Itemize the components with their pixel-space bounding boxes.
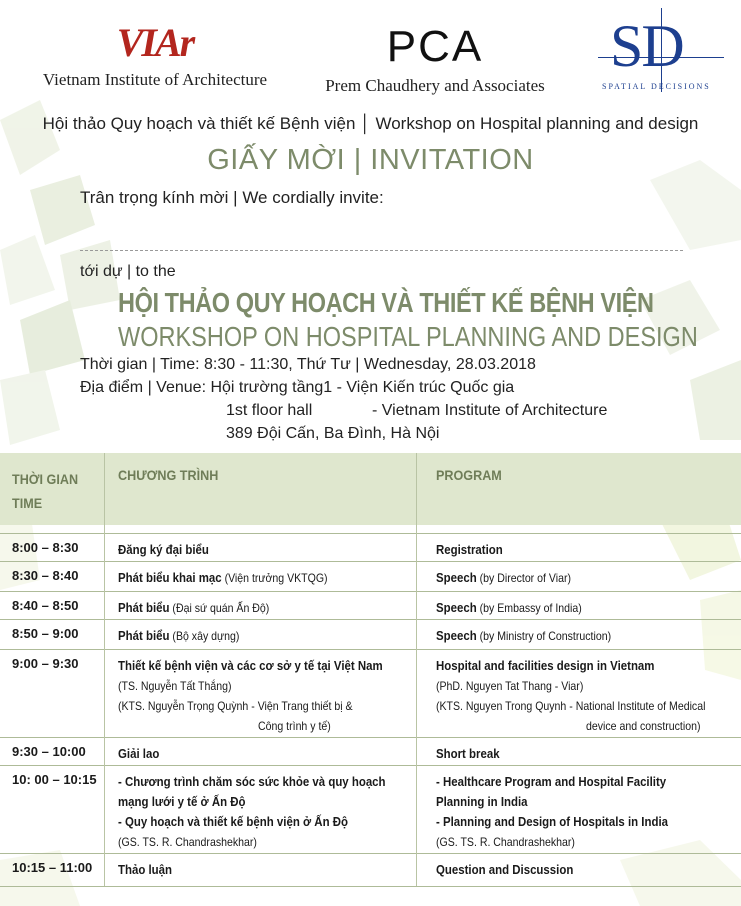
viar-logo xyxy=(20,20,290,90)
row-vi-line: (KTS. Nguyễn Trọng Quỳnh - Viện Trang thiết bị & xyxy=(118,699,353,713)
sd-logo-name: SPATIAL DECISIONS xyxy=(602,82,711,91)
row-vi xyxy=(118,772,410,852)
row-en-bold: Speech xyxy=(436,570,477,585)
row-vi-line: (GS. TS. R. Chandrashekhar) xyxy=(118,835,257,849)
row-vi xyxy=(118,626,410,646)
program-table xyxy=(0,453,741,877)
row-en-bold: Speech xyxy=(436,628,477,643)
pca-logo-name: Prem Chaudhery and Associates xyxy=(325,76,545,95)
program-header xyxy=(0,453,741,525)
sd-logo xyxy=(598,8,724,92)
row-time: 8:00 – 8:30 xyxy=(12,540,79,555)
venue-line: Địa điểm | Venue: Hội trường tầng1 - Viện Kiến trúc Quốc gia xyxy=(80,379,515,396)
venue-line-2b: - Vietnam Institute of Architecture xyxy=(372,402,608,419)
address-line: 389 Đội Cấn, Ba Đình, Hà Nội xyxy=(226,425,440,442)
row-vi-bold: Đăng ký đại biểu xyxy=(118,542,209,557)
row-time: 10: 00 – 10:15 xyxy=(12,772,97,787)
row-en xyxy=(436,598,736,618)
row-vi-bold: Thảo luận xyxy=(118,862,173,877)
event-title-vi: HỘI THẢO QUY HOẠCH VÀ THIẾT KẾ BỆNH VIỆN xyxy=(118,287,654,318)
venue-line-2a: 1st floor hall xyxy=(226,402,313,419)
header-program-vi: CHƯƠNG TRÌNH xyxy=(118,467,219,483)
table-row xyxy=(0,765,741,854)
row-vi-bold: Phát biểu xyxy=(118,628,170,643)
row-vi-bold: Thiết kế bệnh viện và các cơ sở y tế tại Việt Nam xyxy=(118,658,383,673)
header-time xyxy=(12,467,93,515)
row-en-note: (by Embassy of India) xyxy=(476,601,582,615)
row-en-bold: Speech xyxy=(436,600,477,615)
row-vi-note: (Đại sứ quán Ấn Độ) xyxy=(169,601,270,615)
viar-logo-name: Vietnam Institute of Architecture xyxy=(42,70,268,89)
row-time: 8:50 – 9:00 xyxy=(12,626,79,641)
row-vi-line: mạng lưới y tế ở Ấn Độ xyxy=(118,794,246,809)
row-en-note: (by Director of Viar) xyxy=(476,571,571,585)
row-en-line: - Healthcare Program and Hospital Facility xyxy=(436,774,667,789)
row-time: 8:40 – 8:50 xyxy=(12,598,79,613)
row-en-line: (GS. TS. R. Chandrashekhar) xyxy=(436,835,575,849)
row-en-line: (PhD. Nguyen Tat Thang - Viar) xyxy=(436,679,584,693)
row-en xyxy=(436,772,736,852)
row-en-bold: Question and Discussion xyxy=(436,862,574,877)
row-time: 9:30 – 10:00 xyxy=(12,744,86,759)
row-en xyxy=(436,860,736,880)
table-row xyxy=(0,619,741,650)
time-line: Thời gian | Time: 8:30 - 11:30, Thứ Tư | Wednesday, 28.03.2018 xyxy=(80,356,536,373)
workshop-subtitle: Hội thảo Quy hoạch và thiết kế Bệnh viện │ Workshop on Hospital planning and design xyxy=(42,114,699,133)
row-vi-note: (Viện trưởng VKTQG) xyxy=(221,571,328,585)
row-en xyxy=(436,568,736,588)
row-time: 9:00 – 9:30 xyxy=(12,656,79,671)
row-en-line: Planning in India xyxy=(436,794,528,809)
row-vi xyxy=(118,568,410,588)
row-vi-line: - Chương trình chăm sóc sức khỏe và quy hoạch xyxy=(118,774,386,789)
table-row xyxy=(0,853,741,887)
row-en-line: device and construction) xyxy=(586,719,701,733)
row-vi xyxy=(118,860,410,880)
table-bottom-border xyxy=(0,886,741,887)
row-en-bold: Hospital and facilities design in Vietnam xyxy=(436,658,655,673)
header-time-en: TIME xyxy=(12,495,43,511)
row-vi-bold: Giải lao xyxy=(118,746,160,761)
row-vi xyxy=(118,744,410,764)
row-vi-line: Công trình y tế) xyxy=(258,719,331,733)
row-en-bold: Short break xyxy=(436,746,500,761)
row-en xyxy=(436,656,736,736)
row-vi-line: (TS. Nguyễn Tất Thắng) xyxy=(118,679,232,693)
row-vi xyxy=(118,540,410,560)
viar-logo-mark: VIAr xyxy=(116,20,194,65)
to-the-text: tới dự | to the xyxy=(80,263,176,280)
pca-logo xyxy=(300,22,570,96)
row-en-note: (by Ministry of Construction) xyxy=(476,629,612,643)
row-time: 10:15 – 11:00 xyxy=(12,860,93,875)
row-en xyxy=(436,540,736,560)
row-vi-note: (Bộ xây dựng) xyxy=(169,629,240,643)
column-divider xyxy=(416,453,417,886)
sd-logo-mark: SD xyxy=(610,13,683,79)
event-title-en: WORKSHOP ON HOSPITAL PLANNING AND DESIGN xyxy=(118,321,698,352)
row-en-line: - Planning and Design of Hospitals in India xyxy=(436,814,668,829)
table-row xyxy=(0,533,741,562)
row-en-line: (KTS. Nguyen Trong Quynh - National Institute of Medical xyxy=(436,699,706,713)
pca-logo-mark: PCA xyxy=(386,22,484,71)
table-row xyxy=(0,649,741,738)
row-en xyxy=(436,626,736,646)
column-divider xyxy=(104,453,105,886)
table-row xyxy=(0,591,741,620)
invitation-title: GIẤY MỜI | INVITATION xyxy=(207,144,534,176)
row-en-bold: Registration xyxy=(436,542,503,557)
guest-name-line xyxy=(80,250,683,251)
table-row xyxy=(0,561,741,592)
row-vi xyxy=(118,656,410,736)
row-vi-bold: Phát biểu xyxy=(118,600,170,615)
table-row xyxy=(0,737,741,766)
row-time: 8:30 – 8:40 xyxy=(12,568,79,583)
header-program-en: PROGRAM xyxy=(436,467,502,483)
row-vi xyxy=(118,598,410,618)
header-time-vi: THỜI GIAN xyxy=(12,471,79,487)
row-en xyxy=(436,744,736,764)
row-vi-line: - Quy hoạch và thiết kế bệnh viện ở Ấn Độ xyxy=(118,814,348,829)
invite-line: Trân trọng kính mời | We cordially invite: xyxy=(80,188,384,207)
row-vi-bold: Phát biểu khai mạc xyxy=(118,570,222,585)
